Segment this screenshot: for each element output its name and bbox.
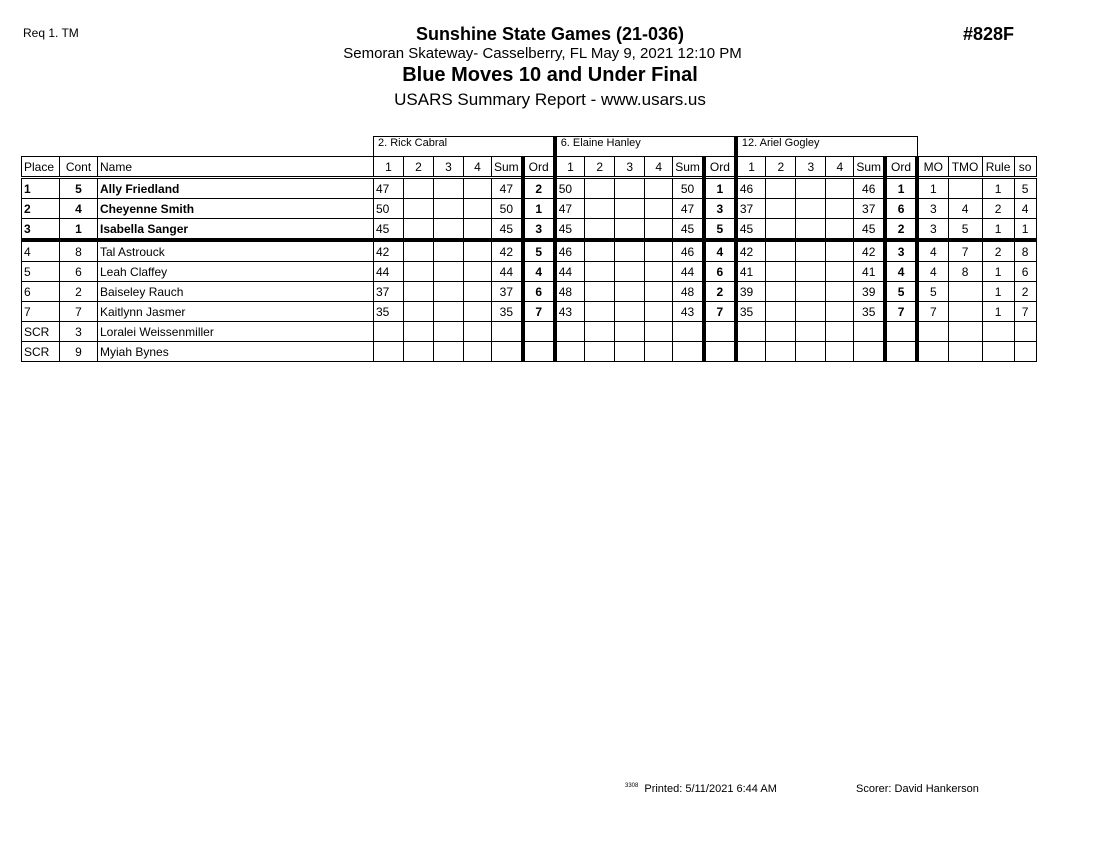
results-table [21, 136, 1037, 362]
score-cell [464, 178, 492, 199]
score-cell [585, 302, 615, 322]
score-cell [585, 178, 615, 199]
score-cell [404, 322, 434, 342]
score-cell [796, 302, 826, 322]
score-cell [645, 302, 673, 322]
mo-cell [917, 342, 948, 362]
blank-cell [917, 137, 1036, 157]
sum-cell [492, 322, 523, 342]
judge-name: 12. Ariel Gogley [736, 137, 917, 157]
score-cell [826, 282, 854, 302]
score-cell [434, 199, 464, 219]
sum-cell: 45 [492, 219, 523, 241]
ordinal-cell: 7 [704, 302, 736, 322]
score-cell [826, 199, 854, 219]
table-row [22, 322, 1037, 342]
col-header-judge-ord: Ord [885, 157, 917, 178]
score-cell: 48 [555, 282, 585, 302]
score-cell [826, 240, 854, 262]
score-cell [464, 282, 492, 302]
ordinal-cell: 5 [523, 240, 555, 262]
score-cell [766, 342, 796, 362]
ordinal-cell: 1 [523, 199, 555, 219]
score-cell [645, 342, 673, 362]
sum-cell: 46 [854, 178, 885, 199]
score-cell [766, 262, 796, 282]
so-cell: 2 [1014, 282, 1036, 302]
tmo-cell [948, 178, 982, 199]
score-cell: 45 [555, 219, 585, 241]
score-cell: 50 [555, 178, 585, 199]
competition-title: Sunshine State Games (21-036) [415, 24, 685, 44]
score-cell [464, 219, 492, 241]
printed-date: Printed: 5/11/2021 6:44 AM [644, 783, 777, 795]
score-cell [615, 282, 645, 302]
col-header-judge-sum: Sum [673, 157, 704, 178]
sum-cell: 50 [492, 199, 523, 219]
sum-cell: 35 [854, 302, 885, 322]
ordinal-cell: 4 [523, 262, 555, 282]
place-cell: 5 [22, 262, 60, 282]
ordinal-cell: 2 [704, 282, 736, 302]
so-cell: 5 [1014, 178, 1036, 199]
sum-cell [673, 322, 704, 342]
rule-cell: 1 [982, 219, 1014, 241]
place-cell: SCR [22, 342, 60, 362]
score-cell [645, 178, 673, 199]
col-header-mo: MO [917, 157, 948, 178]
score-cell [615, 322, 645, 342]
score-cell [585, 262, 615, 282]
tmo-cell: 8 [948, 262, 982, 282]
ordinal-cell: 7 [885, 302, 917, 322]
column-header-row [22, 157, 1037, 178]
col-header-judge-sum: Sum [854, 157, 885, 178]
cont-cell: 1 [60, 219, 98, 241]
score-cell [374, 342, 404, 362]
rule-cell: 2 [982, 199, 1014, 219]
name-cell: Baiseley Rauch [98, 282, 374, 302]
sum-cell: 37 [854, 199, 885, 219]
score-cell [555, 342, 585, 362]
ordinal-cell: 1 [704, 178, 736, 199]
col-header-judge-1: 1 [736, 157, 766, 178]
event-title: Blue Moves 10 and Under Final [402, 64, 698, 86]
name-cell: Kaitlynn Jasmer [98, 302, 374, 322]
sum-cell: 43 [673, 302, 704, 322]
score-cell: 44 [374, 262, 404, 282]
cont-cell: 5 [60, 178, 98, 199]
col-header-name: Name [98, 157, 374, 178]
tmo-cell: 5 [948, 219, 982, 241]
ordinal-cell: 4 [704, 240, 736, 262]
place-cell: 1 [22, 178, 60, 199]
tmo-cell [948, 302, 982, 322]
score-cell [434, 282, 464, 302]
ordinal-cell: 3 [523, 219, 555, 241]
printed-info [625, 783, 777, 795]
col-header-judge-ord: Ord [523, 157, 555, 178]
score-cell [434, 178, 464, 199]
scorer-info: Scorer: David Hankerson [856, 783, 979, 795]
score-cell [645, 199, 673, 219]
score-cell: 35 [736, 302, 766, 322]
score-cell [796, 240, 826, 262]
mo-cell [917, 322, 948, 342]
ordinal-cell: 4 [885, 262, 917, 282]
score-cell [615, 178, 645, 199]
score-cell [585, 342, 615, 362]
rule-cell [982, 322, 1014, 342]
score-cell: 39 [736, 282, 766, 302]
col-header-judge-2: 2 [404, 157, 434, 178]
sum-cell [854, 342, 885, 362]
score-cell [615, 199, 645, 219]
name-cell: Tal Astrouck [98, 240, 374, 262]
sum-cell: 50 [673, 178, 704, 199]
score-cell [585, 322, 615, 342]
sum-cell: 44 [492, 262, 523, 282]
score-cell [585, 199, 615, 219]
score-cell: 47 [374, 178, 404, 199]
score-cell [796, 342, 826, 362]
score-cell [404, 240, 434, 262]
request-label: Req 1. TM [23, 26, 79, 40]
place-cell: SCR [22, 322, 60, 342]
col-header-judge-1: 1 [374, 157, 404, 178]
score-cell [826, 342, 854, 362]
tmo-cell [948, 342, 982, 362]
sum-cell: 46 [673, 240, 704, 262]
tmo-cell [948, 282, 982, 302]
cont-cell: 6 [60, 262, 98, 282]
ordinal-cell [523, 342, 555, 362]
cont-cell: 8 [60, 240, 98, 262]
mo-cell: 3 [917, 199, 948, 219]
score-cell: 35 [374, 302, 404, 322]
score-cell [645, 282, 673, 302]
col-header-judge-sum: Sum [492, 157, 523, 178]
sum-cell: 45 [854, 219, 885, 241]
cont-cell: 7 [60, 302, 98, 322]
score-cell [615, 219, 645, 241]
score-cell [615, 342, 645, 362]
event-number: #828F [963, 24, 1015, 44]
score-cell [736, 342, 766, 362]
name-cell: Myiah Bynes [98, 342, 374, 362]
place-cell: 6 [22, 282, 60, 302]
name-cell: Cheyenne Smith [98, 199, 374, 219]
rule-cell: 1 [982, 262, 1014, 282]
rule-cell: 1 [982, 178, 1014, 199]
score-cell [796, 199, 826, 219]
table-row [22, 219, 1037, 241]
score-cell: 50 [374, 199, 404, 219]
score-cell: 45 [736, 219, 766, 241]
ordinal-cell [704, 322, 736, 342]
name-cell: Ally Friedland [98, 178, 374, 199]
score-cell [796, 282, 826, 302]
table-row [22, 302, 1037, 322]
mo-cell: 5 [917, 282, 948, 302]
score-cell [826, 302, 854, 322]
ordinal-cell: 1 [885, 178, 917, 199]
place-cell: 7 [22, 302, 60, 322]
score-cell: 43 [555, 302, 585, 322]
sum-cell: 41 [854, 262, 885, 282]
blank-cell [22, 137, 374, 157]
score-cell [404, 178, 434, 199]
ordinal-cell [885, 342, 917, 362]
place-cell: 4 [22, 240, 60, 262]
place-cell: 3 [22, 219, 60, 241]
report-code: 3308 [625, 783, 639, 789]
score-cell [826, 322, 854, 342]
cont-cell: 4 [60, 199, 98, 219]
score-cell [796, 219, 826, 241]
score-cell [796, 322, 826, 342]
score-cell [645, 262, 673, 282]
score-cell: 46 [555, 240, 585, 262]
ordinal-cell [523, 322, 555, 342]
score-cell: 42 [736, 240, 766, 262]
score-cell: 44 [555, 262, 585, 282]
ordinal-cell: 6 [704, 262, 736, 282]
name-cell: Loralei Weissenmiller [98, 322, 374, 342]
col-header-judge-3: 3 [615, 157, 645, 178]
score-cell [766, 282, 796, 302]
score-cell [464, 302, 492, 322]
score-cell [434, 240, 464, 262]
col-header-rule: Rule [982, 157, 1014, 178]
score-cell [464, 322, 492, 342]
score-cell [464, 342, 492, 362]
score-cell [766, 178, 796, 199]
score-cell [434, 322, 464, 342]
sum-cell: 35 [492, 302, 523, 322]
rule-cell [982, 342, 1014, 362]
so-cell: 7 [1014, 302, 1036, 322]
table-row [22, 282, 1037, 302]
col-header-judge-4: 4 [645, 157, 673, 178]
tmo-cell: 4 [948, 199, 982, 219]
rule-cell: 1 [982, 302, 1014, 322]
score-cell [615, 302, 645, 322]
score-cell [434, 262, 464, 282]
score-cell: 37 [736, 199, 766, 219]
score-cell [766, 302, 796, 322]
col-header-judge-1: 1 [555, 157, 585, 178]
cont-cell: 3 [60, 322, 98, 342]
score-cell [464, 199, 492, 219]
score-cell [404, 219, 434, 241]
score-cell [826, 219, 854, 241]
col-header-cont: Cont [60, 157, 98, 178]
score-cell [766, 219, 796, 241]
ordinal-cell: 3 [704, 199, 736, 219]
cont-cell: 2 [60, 282, 98, 302]
ordinal-cell: 2 [523, 178, 555, 199]
sum-cell: 42 [854, 240, 885, 262]
sum-cell [492, 342, 523, 362]
score-cell: 47 [555, 199, 585, 219]
score-cell [826, 262, 854, 282]
rule-cell: 2 [982, 240, 1014, 262]
table-row [22, 240, 1037, 262]
tmo-cell [948, 322, 982, 342]
sum-cell: 47 [492, 178, 523, 199]
table-row [22, 178, 1037, 199]
col-header-place: Place [22, 157, 60, 178]
so-cell [1014, 322, 1036, 342]
so-cell: 1 [1014, 219, 1036, 241]
col-header-judge-ord: Ord [704, 157, 736, 178]
ordinal-cell: 6 [885, 199, 917, 219]
score-cell [404, 199, 434, 219]
score-cell [585, 240, 615, 262]
sum-cell [673, 342, 704, 362]
ordinal-cell: 6 [523, 282, 555, 302]
mo-cell: 4 [917, 240, 948, 262]
score-cell [404, 342, 434, 362]
sum-cell: 47 [673, 199, 704, 219]
col-header-judge-2: 2 [766, 157, 796, 178]
table-row [22, 262, 1037, 282]
score-cell [464, 240, 492, 262]
score-cell [434, 342, 464, 362]
table-row [22, 199, 1037, 219]
sum-cell: 48 [673, 282, 704, 302]
mo-cell: 3 [917, 219, 948, 241]
score-cell [645, 322, 673, 342]
judge-name: 6. Elaine Hanley [555, 137, 736, 157]
score-cell [615, 240, 645, 262]
score-cell [374, 322, 404, 342]
sum-cell: 44 [673, 262, 704, 282]
mo-cell: 1 [917, 178, 948, 199]
score-cell [796, 262, 826, 282]
so-cell: 8 [1014, 240, 1036, 262]
judge-header-row [22, 137, 1037, 157]
ordinal-cell: 3 [885, 240, 917, 262]
ordinal-cell [885, 322, 917, 342]
tmo-cell: 7 [948, 240, 982, 262]
sum-cell: 42 [492, 240, 523, 262]
judge-name: 2. Rick Cabral [374, 137, 555, 157]
score-cell [826, 178, 854, 199]
col-header-so: so [1014, 157, 1036, 178]
rule-cell: 1 [982, 282, 1014, 302]
score-cell [645, 240, 673, 262]
col-header-judge-3: 3 [434, 157, 464, 178]
score-cell [404, 282, 434, 302]
cont-cell: 9 [60, 342, 98, 362]
ordinal-cell: 5 [704, 219, 736, 241]
sum-cell [854, 322, 885, 342]
table-row [22, 342, 1037, 362]
sum-cell: 45 [673, 219, 704, 241]
score-cell [434, 219, 464, 241]
score-cell: 41 [736, 262, 766, 282]
score-cell [766, 322, 796, 342]
score-cell [766, 240, 796, 262]
report-title: USARS Summary Report - www.usars.us [394, 90, 706, 109]
score-cell: 42 [374, 240, 404, 262]
name-cell: Isabella Sanger [98, 219, 374, 241]
sum-cell: 39 [854, 282, 885, 302]
score-cell [615, 262, 645, 282]
venue-date: Semoran Skateway- Casselberry, FL May 9, 2021 12:10 PM [343, 45, 742, 62]
name-cell: Leah Claffey [98, 262, 374, 282]
score-cell [404, 302, 434, 322]
score-cell [736, 322, 766, 342]
so-cell: 6 [1014, 262, 1036, 282]
score-cell: 37 [374, 282, 404, 302]
score-cell [555, 322, 585, 342]
score-cell [645, 219, 673, 241]
mo-cell: 7 [917, 302, 948, 322]
sum-cell: 37 [492, 282, 523, 302]
so-cell: 4 [1014, 199, 1036, 219]
ordinal-cell: 2 [885, 219, 917, 241]
col-header-judge-4: 4 [826, 157, 854, 178]
col-header-tmo: TMO [948, 157, 982, 178]
mo-cell: 4 [917, 262, 948, 282]
col-header-judge-4: 4 [464, 157, 492, 178]
col-header-judge-3: 3 [796, 157, 826, 178]
score-cell: 45 [374, 219, 404, 241]
score-cell [585, 282, 615, 302]
so-cell [1014, 342, 1036, 362]
col-header-judge-2: 2 [585, 157, 615, 178]
score-cell [796, 178, 826, 199]
score-cell [585, 219, 615, 241]
score-cell [404, 262, 434, 282]
ordinal-cell: 7 [523, 302, 555, 322]
score-cell [434, 302, 464, 322]
score-cell [464, 262, 492, 282]
ordinal-cell [704, 342, 736, 362]
score-cell [766, 199, 796, 219]
score-cell: 46 [736, 178, 766, 199]
ordinal-cell: 5 [885, 282, 917, 302]
place-cell: 2 [22, 199, 60, 219]
